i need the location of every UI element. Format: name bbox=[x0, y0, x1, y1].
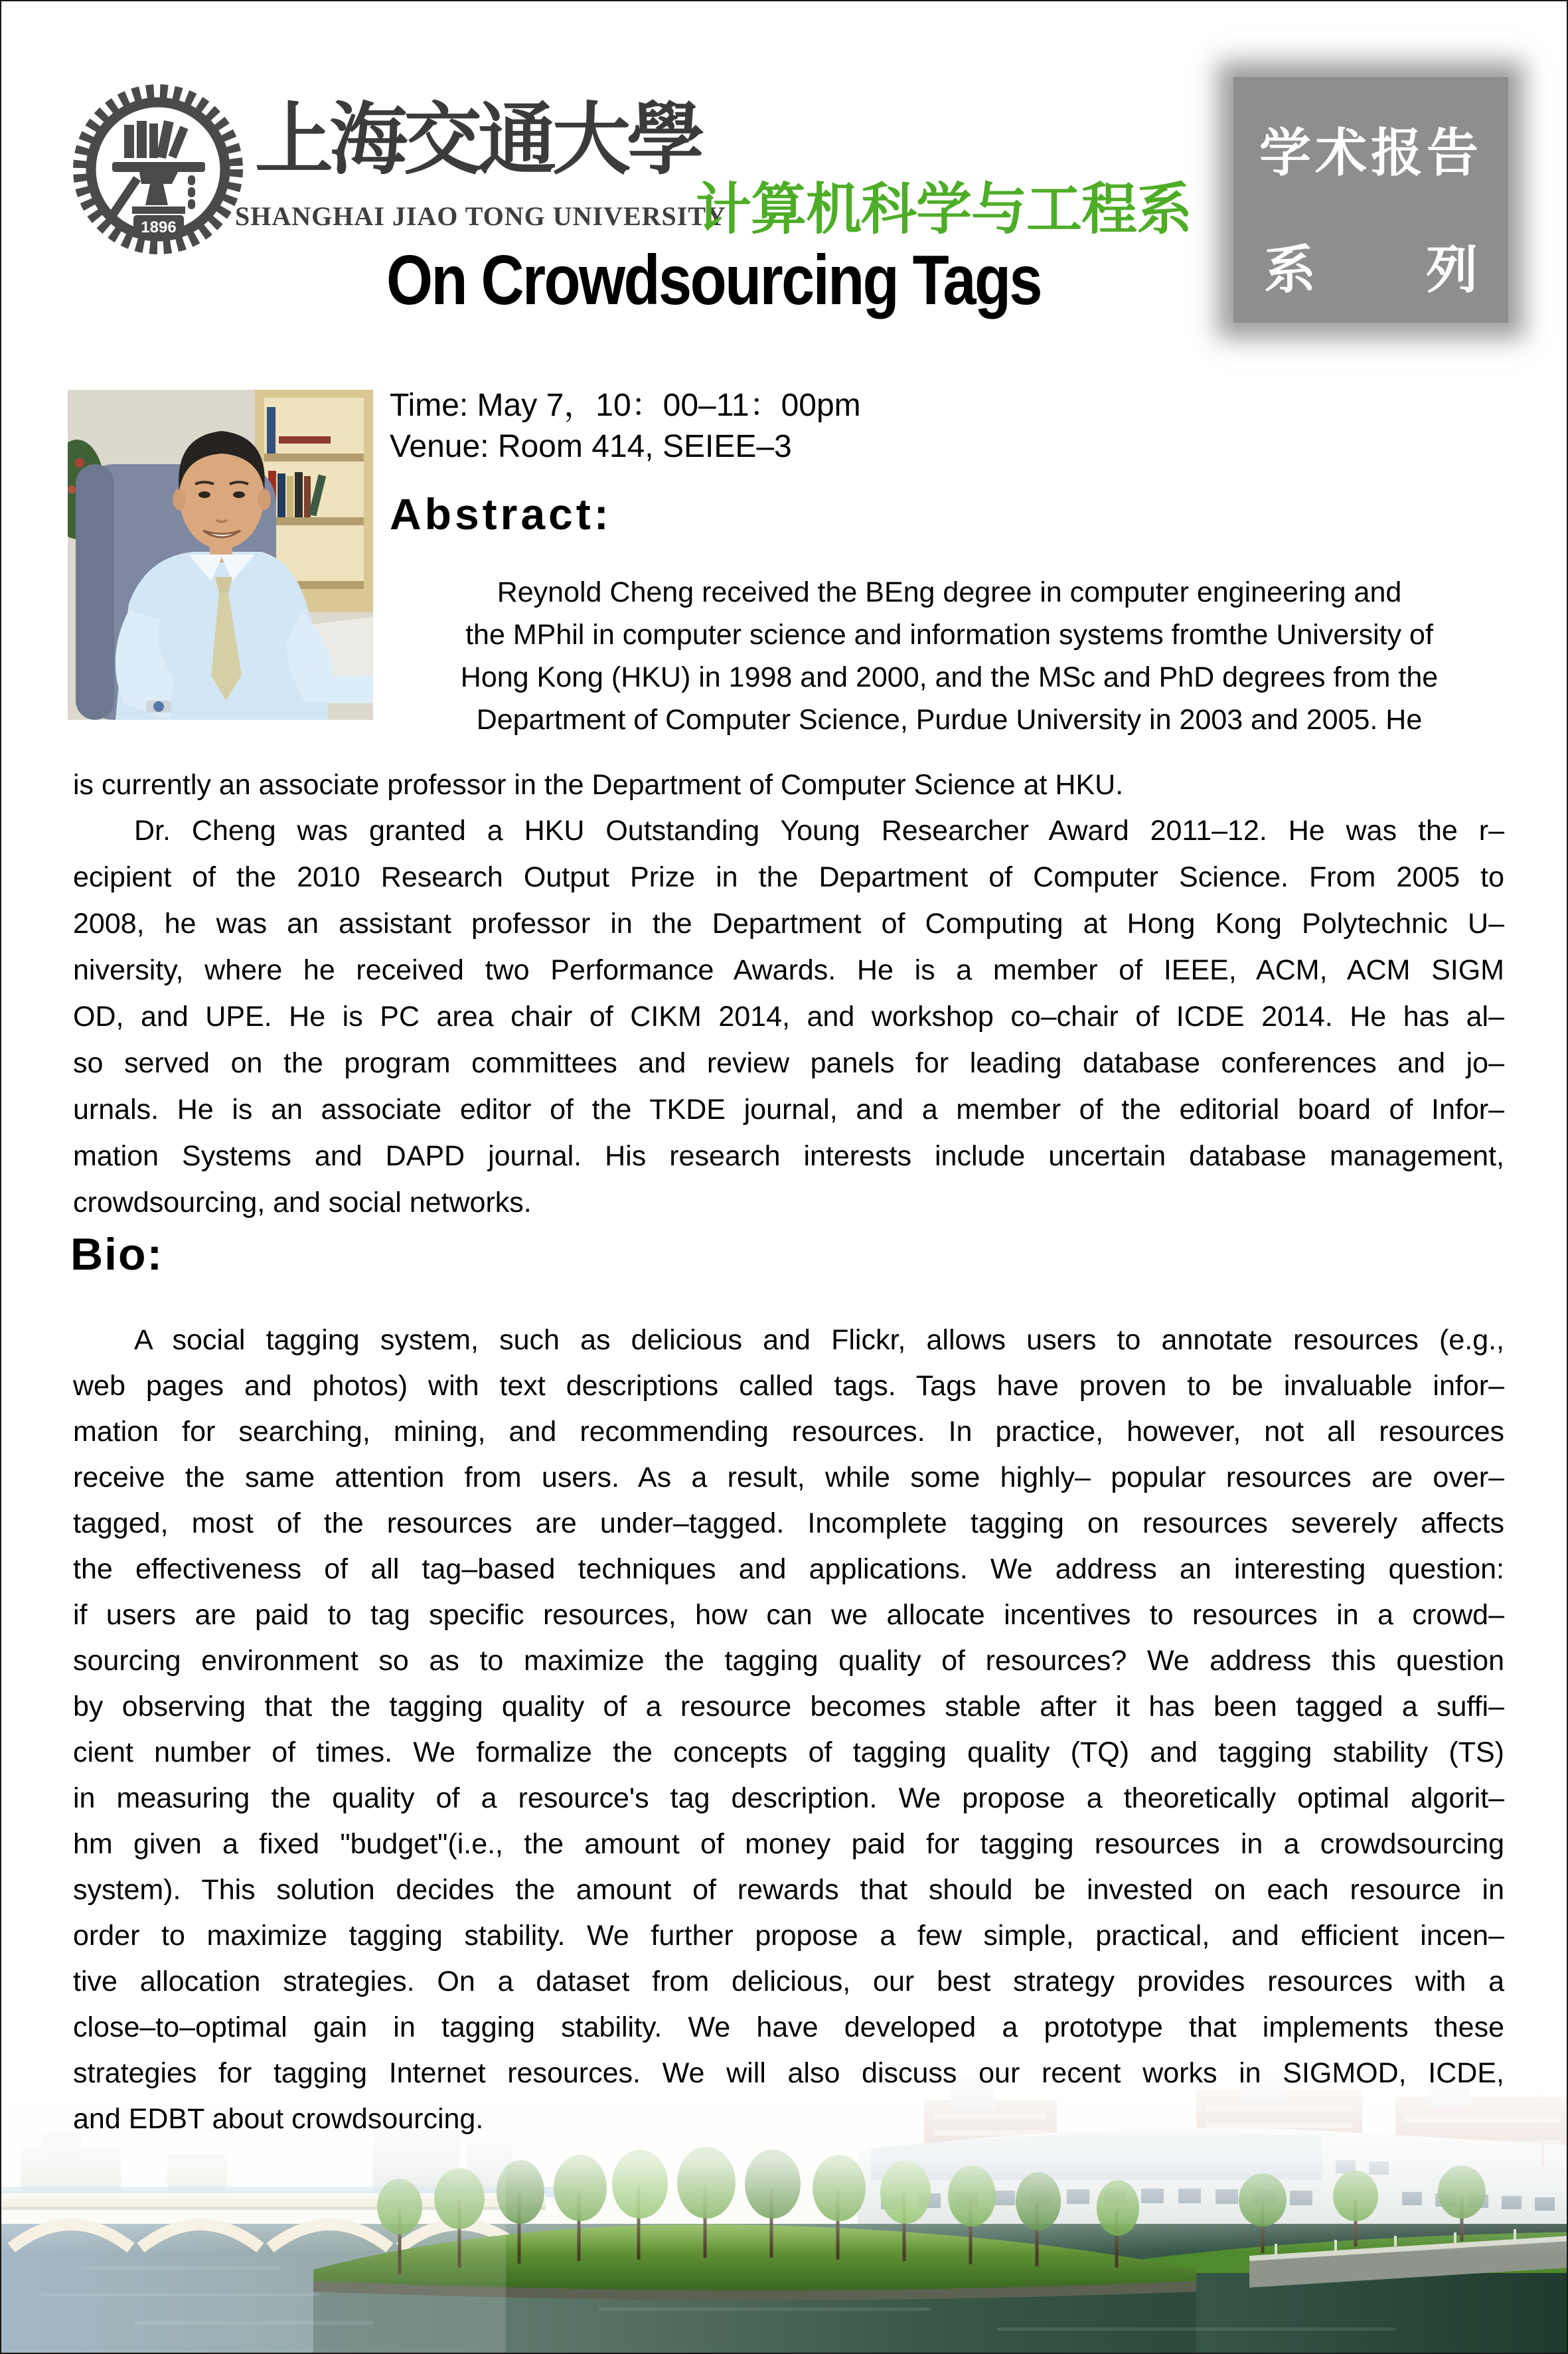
series-badge-line1: 学术报告 bbox=[1259, 124, 1482, 182]
text-line: mation for searching, mining, and recommending resources. In practice, however, not all resources bbox=[73, 1416, 1504, 1448]
text-line: niversity, where he received two Performance Awards. He is a member of IEEE, ACM, ACM SIGM bbox=[73, 954, 1504, 986]
text-line: close–to–optimal gain in tagging stability. We have developed a prototype that implements these bbox=[73, 2011, 1504, 2043]
event-info-column bbox=[390, 385, 1509, 741]
text-line: by observing that the tagging quality of a resource becomes stable after it has been tagged a suffi– bbox=[73, 1691, 1504, 1723]
text-line: urnals. He is an associate editor of the TKDE journal, and a member of the editorial board of Infor– bbox=[73, 1094, 1504, 1126]
logo-year: 1896 bbox=[141, 218, 177, 236]
text-line: A social tagging system, such as delicious and Flickr, allows users to annotate resources (e.g., bbox=[134, 1324, 1504, 1356]
text-line: receive the same attention from users. As a result, while some highly– popular resources are over– bbox=[73, 1462, 1504, 1493]
series-badge-line2 bbox=[1233, 228, 1508, 303]
text-line: tive allocation strategies. On a dataset from delicious, our best strategy provides resources with a bbox=[73, 1966, 1504, 1997]
text-line: system). This solution decides the amount of rewards that should be invested on each resource in bbox=[73, 1874, 1504, 1906]
text-line: Department of Computer Science, Purdue University in 2003 and 2005. He bbox=[476, 704, 1423, 736]
department-name: 计算机科学与工程系 bbox=[696, 178, 1192, 240]
text-line: hm given a fixed "budget"(i.e., the amount of money paid for tagging resources in a crowdsourcing bbox=[73, 1828, 1504, 1860]
text-line: so served on the program committees and review panels for leading database conferences and jo– bbox=[73, 1047, 1504, 1079]
abstract-paragraph-2 bbox=[73, 807, 1504, 1226]
text-line: Reynold Cheng received the BEng degree in computer engineering and bbox=[497, 576, 1402, 608]
series-badge-char-left: 系 bbox=[1264, 240, 1316, 299]
event-time: Time: May 7，10：00–11：00pm bbox=[390, 388, 861, 423]
text-line: strategies for tagging Internet resources. We will also discuss our recent works in SIGMOD, ICDE, bbox=[73, 2057, 1504, 2089]
text-line: and EDBT about crowdsourcing. bbox=[73, 2103, 484, 2135]
abstract-intro-lines bbox=[390, 571, 1509, 741]
text-line: web pages and photos) with text descriptions called tags. Tags have proven to be invaluable infor– bbox=[73, 1370, 1504, 1402]
text-line: ecipient of the 2010 Research Output Prize in the Department of Computer Science. From 2005 to bbox=[73, 861, 1504, 893]
text-line: if users are paid to tag specific resources, how can we allocate incentives to resources in a crowd– bbox=[73, 1599, 1504, 1631]
speaker-photo bbox=[68, 390, 373, 720]
text-line: crowdsourcing, and social networks. bbox=[73, 1187, 532, 1219]
gear-emblem-icon bbox=[71, 82, 245, 256]
lecture-series-badge bbox=[1233, 77, 1508, 323]
text-line: in measuring the quality of a resource's tag description. We propose a theoretically optimal algorit– bbox=[73, 1782, 1504, 1814]
text-line: OD, and UPE. He is PC area chair of CIKM 2014, and workshop co–chair of ICDE 2014. He has al– bbox=[73, 1001, 1504, 1033]
text-line: mation Systems and DAPD journal. His research interests include uncertain database management, bbox=[73, 1140, 1504, 1172]
university-name-calligraphy: 上海交通大學 bbox=[255, 93, 702, 185]
bio-heading: Bio: bbox=[70, 1229, 164, 1280]
sjtu-logo bbox=[71, 82, 245, 256]
text-line: Dr. Cheng was granted a HKU Outstanding Young Researcher Award 2011–12. He was the r– bbox=[134, 815, 1504, 847]
text-line: cient number of times. We formalize the concepts of tagging quality (TQ) and tagging stability (TS) bbox=[73, 1736, 1504, 1768]
text-line: Hong Kong (HKU) in 1998 and 2000, and the MSc and PhD degrees from the bbox=[460, 661, 1439, 693]
event-venue: Venue: Room 414, SEIEE–3 bbox=[390, 429, 792, 464]
text-line: the effectiveness of all tag–based techniques and applications. We address an interesting question: bbox=[73, 1553, 1504, 1585]
text-line: order to maximize tagging stability. We further propose a few simple, practical, and efficient incen– bbox=[73, 1920, 1504, 1952]
abstract-heading: Abstract: bbox=[390, 489, 612, 539]
talk-title: On Crowdsourcing Tags bbox=[386, 241, 1041, 319]
text-line: tagged, most of the resources are under–tagged. Incomplete tagging on resources severely affects bbox=[73, 1507, 1504, 1539]
text-line: 2008, he was an assistant professor in the Department of Computing at Hong Kong Polytechnic U– bbox=[73, 908, 1504, 940]
abstract-continuation-line: is currently an associate professor in the Department of Computer Science at HKU. bbox=[73, 769, 1124, 801]
university-name-en: SHANGHAI JIAO TONG UNIVERSITY bbox=[235, 201, 726, 231]
text-line: the MPhil in computer science and information systems fromthe University of bbox=[465, 619, 1433, 651]
bio-paragraph bbox=[73, 1317, 1504, 2142]
series-badge-char-right: 列 bbox=[1425, 240, 1478, 299]
text-line: sourcing environment so as to maximize the tagging quality of resources? We address this question bbox=[73, 1645, 1504, 1677]
